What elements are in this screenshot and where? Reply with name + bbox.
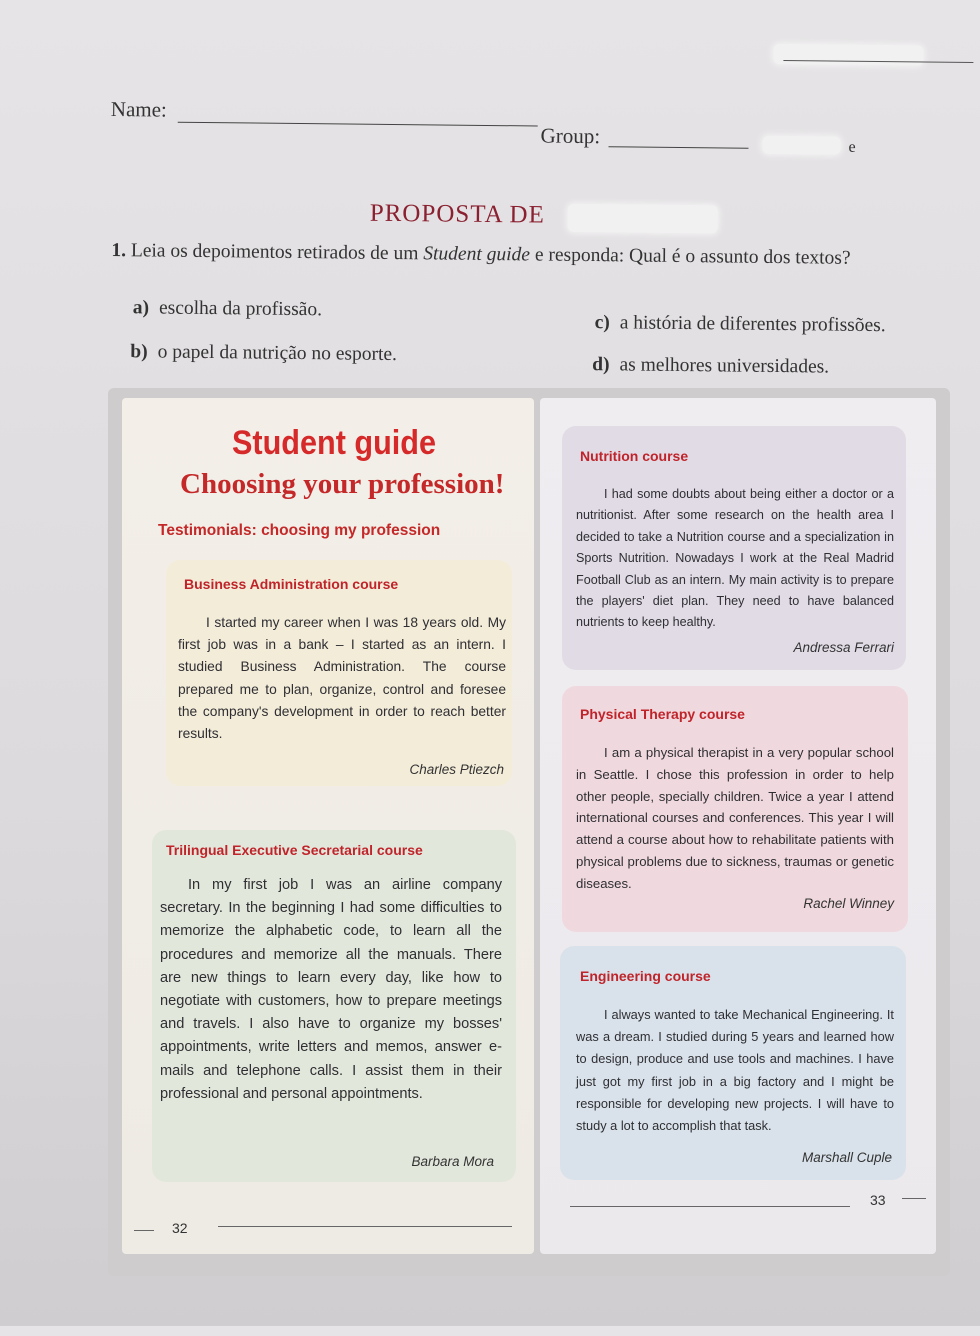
card-body: I am a physical therapist in a very popular school in Seattle. I chose this profession in order to help other people, specially children. Twice a year I attend international courses and conferences. This year I will attend a course about how to rehabilitate patients with physical problems due to sickness, traumas or genetic diseases.	[576, 745, 894, 891]
card-engineering	[560, 946, 906, 1180]
page-rule-right	[570, 1206, 850, 1207]
testimonials-heading: Testimonials: choosing my profession	[158, 522, 441, 539]
card-trilingual-secretarial	[152, 830, 516, 1182]
name-label: Name:	[110, 97, 167, 122]
option-b[interactable]	[130, 341, 397, 366]
card-author: Rachel Winney	[803, 896, 894, 911]
option-d-text: as melhores universidades.	[619, 354, 830, 378]
card-title: Business Administration course	[184, 576, 399, 592]
card-body: I started my career when I was 18 years old. My first job was in a bank – I started as an intern. I studied Business Administration. The course prepared me to plan, organize, control and foresee the company's development in order to reach better results.	[178, 615, 506, 742]
guide-right-page	[540, 398, 936, 1254]
option-a[interactable]	[133, 297, 322, 321]
page-rule-left-2	[218, 1226, 512, 1227]
question-part-1: Leia os depoimentos retirados de um	[130, 240, 419, 265]
name-field[interactable]	[178, 122, 538, 127]
card-title: Nutrition course	[580, 448, 689, 464]
option-c-letter: c)	[594, 312, 610, 334]
page-number-right: 33	[870, 1192, 886, 1208]
card-title: Trilingual Executive Secretarial course	[166, 842, 423, 858]
card-body: I always wanted to take Mechanical Engineering. It was a dream. I studied during 5 years and learned how to design, produce and use tools and machines. I have just got my first job in a big factory and I might be responsible for developing new projects. I will have to study a lot to accomplish that task.	[576, 1007, 894, 1134]
card-physical-therapy	[562, 686, 908, 932]
option-c-text: a história de diferentes profissões.	[619, 312, 886, 337]
stray-text: e	[848, 138, 856, 156]
guide-title: Student guide	[232, 424, 436, 462]
card-author: Charles Ptiezch	[409, 762, 504, 777]
page-number-left: 32	[172, 1220, 188, 1236]
card-author: Andressa Ferrari	[793, 640, 894, 655]
group-label: Group:	[540, 123, 601, 149]
question-text	[111, 239, 951, 271]
student-guide-image	[108, 388, 950, 1276]
guide-subtitle: Choosing your profession!	[180, 468, 505, 500]
card-title: Engineering course	[580, 968, 711, 984]
question-part-2: e responda: Qual é o assunto dos textos?	[534, 244, 851, 269]
option-a-letter: a)	[132, 297, 150, 319]
option-d[interactable]	[592, 354, 829, 378]
group-field[interactable]	[608, 146, 748, 148]
card-nutrition	[562, 426, 906, 670]
card-author: Barbara Mora	[411, 1154, 494, 1169]
corrected-area-header	[762, 136, 840, 155]
option-a-text: escolha da profissão.	[158, 297, 323, 321]
page-rule-left	[134, 1230, 154, 1231]
option-b-letter: b)	[130, 341, 148, 363]
guide-left-page	[122, 398, 534, 1254]
option-c[interactable]	[595, 312, 886, 337]
question-part-italic: Student guide	[423, 243, 531, 266]
option-b-text: o papel da nutrição no esporte.	[157, 341, 398, 366]
question-number: 1.	[111, 240, 127, 262]
card-business-administration	[166, 560, 512, 786]
page-rule-right-2	[902, 1198, 926, 1199]
corrected-area-title	[568, 204, 718, 234]
card-author: Marshall Cuple	[801, 1150, 892, 1165]
card-body: In my first job I was an airline company secretary. In the beginning I had some difficulties to memorize the alphabetic code, to learn all the procedures and memorize all the manuals. There are new things to learn every day, like how to negotiate with customers, how to prepare meetings and travels. I also have to organize my bosses' appointments, write letters and memos, answer e-mails and telephone calls. I assist them in their professional and personal appointments.	[160, 877, 502, 1102]
card-title: Physical Therapy course	[580, 706, 745, 722]
option-d-letter: d)	[592, 354, 610, 376]
proposal-title: PROPOSTA DE	[369, 199, 545, 229]
card-body: I had some doubts about being either a doctor or a nutritionist. After some research on the health area I decided to take a Nutrition course and a specialization in Sports Nutrition. Nowadays I work at the Real Madrid Football Club as an intern. My main activity is to prepare the players' diet plan. They need to have balanced nutrients to keep healthy.	[576, 487, 894, 630]
